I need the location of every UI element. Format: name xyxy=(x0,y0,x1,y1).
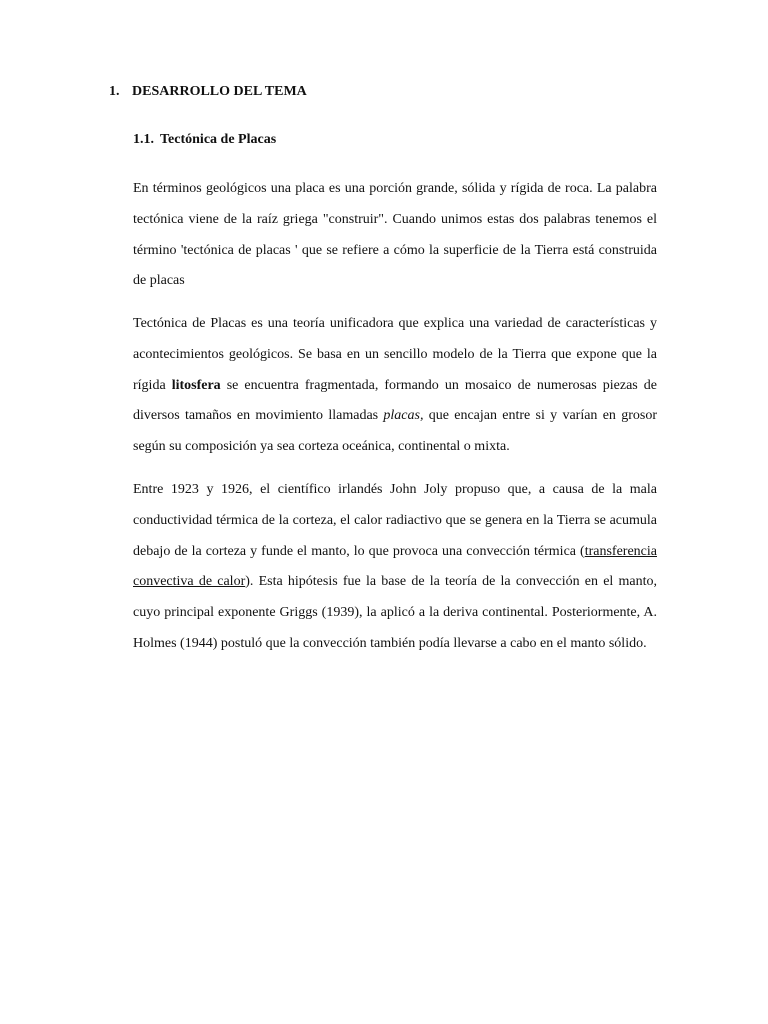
paragraph-plate-tectonics-theory xyxy=(133,309,657,463)
section-number: 1. xyxy=(109,84,120,99)
paragraph-text: Entre 1923 y 1926, el científico irlandés John Joly propuso que, a causa de la mala conductividad térmica de la corteza, el calor radiactivo que se genera en la Tierra se acumula debajo de la corteza y funde el manto, lo que provoca una convección térmica ( xyxy=(133,482,657,559)
paragraph-text: se encuentra fragmentada, formando un mosaico de numerosas piezas de diversos tamaños en movimiento llamadas xyxy=(133,377,657,424)
paragraph-text: que encajan entre si y varían en grosor según su composición ya sea corteza oceánica, continental o mixta. xyxy=(133,408,657,455)
subsection-number: 1.1. xyxy=(133,132,154,147)
section-title: DESARROLLO DEL TEMA xyxy=(132,84,307,99)
subsection-heading xyxy=(133,132,276,148)
term-litosfera: litosfera xyxy=(171,377,221,393)
term-placas: placas, xyxy=(383,408,424,424)
link-convective-heat-transfer[interactable]: transferencia convectiva de calor xyxy=(133,543,657,590)
paragraph-text: Tectónica de Placas es una teoría unificadora que explica una variedad de características y acontecimientos geológicos. Se basa en un sencillo modelo de la Tierra que expone que la rígida xyxy=(133,316,657,393)
paragraph-text: ). Esta hipótesis fue la base de la teoría de la convección en el manto, cuyo principal exponente Griggs (1939), la aplicó a la deriva continental. Posteriormente, A. Holmes (1944) postuló que la convección también podía llevarse a cabo en el manto sólido. xyxy=(133,574,657,651)
section-heading xyxy=(109,84,307,100)
paragraph-convection-history xyxy=(133,475,657,660)
paragraph-plate-definition: En términos geológicos una placa es una porción grande, sólida y rígida de roca. La palabra tectónica viene de la raíz griega "construir". Cuando unimos estas dos palabras tenemos el término 'tectónica de placas ' que se refiere a cómo la superficie de la Tierra está construida de placas xyxy=(133,181,657,289)
subsection-title: Tectónica de Placas xyxy=(160,132,277,147)
